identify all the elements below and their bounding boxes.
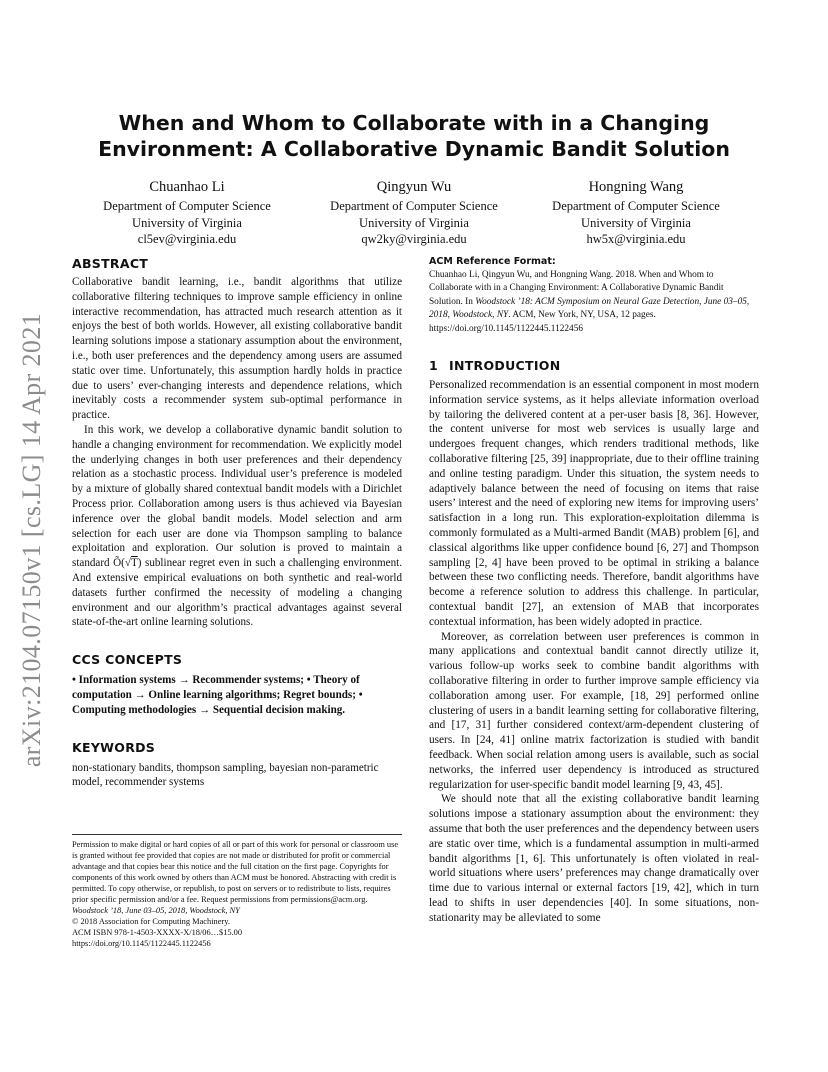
- intro-paragraph-3: We should note that all the existing collaborative bandit learning solutions impose a stationary assumption about the environment: they assume that both the user preferences and the dependency between users are static over time, which is a fundamental assumption in multi-armed bandit algorithms [1, 6]. This unfortunately is often violated in real-world situations where users’ preferences may change dramatically over time due to various internal or external factors [19, 42], which in turn lead to shifts in user dependencies [40]. In some situations, non-stationarity may be alleviated to some: [429, 793, 759, 924]
- copyright-text: © 2018 Association for Computing Machinery.: [72, 917, 230, 926]
- author-email: qw2ky@virginia.edu: [361, 232, 467, 246]
- introduction-section: [429, 358, 759, 925]
- author-dept: Department of Computer Science: [330, 199, 498, 213]
- ccs-section: [72, 652, 402, 717]
- venue-text: Woodstock ’18, June 03–05, 2018, Woodstock, NY: [72, 906, 240, 915]
- arxiv-stamp: [14, 290, 50, 790]
- right-column: [429, 256, 759, 926]
- title-line-1: When and Whom to Collaborate with in a Changing: [118, 111, 710, 135]
- author-univ: University of Virginia: [359, 215, 469, 230]
- keywords-section: [72, 740, 402, 791]
- author-dept: Department of Computer Science: [103, 199, 271, 213]
- author-univ: University of Virginia: [581, 215, 691, 230]
- regret-bound-math: Õ(√T): [113, 557, 142, 570]
- abstract-p2-start: In this work, we develop a collaborative dynamic bandit solution to handle a changing environment for recommendation. We explicitly model the underlying changes in both user preferences and their dependency relation as a stochastic process. Individual user’s preference is modeled by a mixture of globally shared contextual bandit models with a Dirichlet Process prior. Collaboration among users is thus achieved via Bayesian inference over the global bandit models. Model selection and arm selection for each user are done via Thompson sampling to balance exploitation and exploration. Our solution is proved to maintain a standard: [72, 423, 402, 570]
- left-column: [72, 256, 402, 790]
- doi-text: https://doi.org/10.1145/1122445.1122456: [72, 939, 211, 948]
- reference-format-text: Chuanhao Li, Qingyun Wu, and Hongning Wang. 2018. When and Whom to Collaborate with in a Changing Environment: A Collaborative Dynamic Bandit Solution. In Woodstock ’18: ACM Symposium on Neural Gaze Detection, June 03–05, 2018, Woodstock, NY. ACM, New York, NY, USA, 12 pages. https://doi.org/10.1145/1122445.1122456: [429, 270, 750, 334]
- abstract-p2-end: sublinear regret even in such a challenging environment. And extensive empirical evaluations on both synthetic and real-world datasets further confirmed the necessity of modeling a changing environment and our algorithm’s practical advantages against several state-of-the-art online learning solutions.: [72, 557, 402, 629]
- intro-paragraph-1: Personalized recommendation is an essential component in most modern information service systems, as it helps alleviate information overload by tailoring the delivered content at a per-user basis [8, 36]. However, the content universe for most web services is usually large and undergoes frequent changes, which renders traditional methods, like collaborative filtering [25, 39] inappropriate, due to their offline training and online testing paradigm. Under this situation, the system needs to adaptively balance between the need of focusing on items that raise users’ interest and the need of exploring new items for improving users’ satisfaction in a long run. This exploration-exploitation dilemma is commonly formulated as a Multi-armed Bandit (MAB) problem [6], and classical algorithms like upper confidence bound [6, 27] and Thompson sampling [2, 4] have been proved to be optimal in striking a balance between these two conflicting needs. Therefore, bandit algorithms have become a reference solution to address this challenge. In particular, contextual bandit [27], an extension of MAB that incorporates contextual information, has been widely adopted in practice.: [429, 379, 759, 628]
- author-name: Chuanhao Li: [149, 179, 225, 195]
- author-name: Hongning Wang: [588, 179, 684, 195]
- copyright-footnote: [72, 834, 402, 949]
- author-email: hw5x@virginia.edu: [586, 232, 686, 246]
- author-dept: Department of Computer Science: [552, 199, 720, 213]
- introduction-heading: 1 INTRODUCTION: [429, 358, 561, 374]
- ccs-text: • Information systems → Recommender systems; • Theory of computation → Online learning algorithms; Regret bounds; • Computing methodologies → Sequential decision making.: [72, 674, 363, 716]
- keywords-heading: KEYWORDS: [72, 739, 156, 755]
- author-1: [72, 178, 302, 248]
- author-univ: University of Virginia: [132, 215, 242, 230]
- abstract-paragraph-2: [72, 423, 402, 630]
- title-line-2: Environment: A Collaborative Dynamic Bandit Solution: [98, 137, 730, 161]
- reference-format-heading: ACM Reference Format:: [429, 256, 556, 267]
- abstract-heading: ABSTRACT: [72, 256, 149, 271]
- permission-text: Permission to make digital or hard copies of all or part of this work for personal or classroom use is granted without fee provided that copies are not made or distributed for profit or commercial advantage and that copies bear this notice and the full citation on the first page. Copyrights for components of this work owned by others than ACM must be honored. Abstracting with credit is permitted. To copy otherwise, or republish, to post on servers or to redistribute to lists, requires prior specific permission and/or a fee. Request permissions from permissions@acm.org.: [72, 840, 399, 904]
- reference-format: [429, 256, 759, 336]
- abstract-section: [72, 256, 402, 630]
- paper-title: [72, 110, 756, 162]
- arxiv-id: arXiv:2104.07150v1 [cs.LG] 14 Apr 2021: [17, 312, 46, 768]
- intro-paragraph-2: Moreover, as correlation between user preferences is common in many applications and contextual bandit cannot directly utilize it, various follow-up works seek to combine bandit algorithms with collaborative filtering in order to further improve sample efficiency via collaboration among user. For example, [18, 29] performed online clustering of users in a bandit learning setting for collaborative filtering, and [17, 31] further considered context/arm-dependent clustering of users. In [24, 41] online matrix factorization is studied with bandit feedback. When social relation among users is available, such as social networks, the inferred user dependency is introduced as structured regularization for user-specific bandit model learning [9, 43, 45].: [429, 630, 759, 791]
- author-email: cl5ev@virginia.edu: [137, 232, 237, 246]
- keywords-text: non-stationary bandits, thompson sampling, bayesian non-parametric model, recommender systems: [72, 761, 379, 789]
- abstract-paragraph-1: Collaborative bandit learning, i.e., bandit algorithms that utilize collaborative filtering techniques to improve sample efficiency in online interactive recommendation, has attracted much research attention as it enjoys the best of both worlds. However, all existing collaborative bandit learning solutions impose a stationary assumption about the environment, i.e., both user preferences and the dependency among users are assumed static over time. Unfortunately, this assumption hardly holds in practice due to users’ ever-changing interests and dependence relations, which inevitably costs a recommender system sub-optimal performance in practice.: [72, 276, 402, 422]
- ccs-heading: CCS CONCEPTS: [72, 652, 183, 668]
- author-3: [521, 178, 751, 248]
- author-name: Qingyun Wu: [376, 179, 452, 195]
- isbn-text: ACM ISBN 978-1-4503-XXXX-X/18/06…$15.00: [72, 928, 243, 937]
- author-2: [299, 178, 529, 248]
